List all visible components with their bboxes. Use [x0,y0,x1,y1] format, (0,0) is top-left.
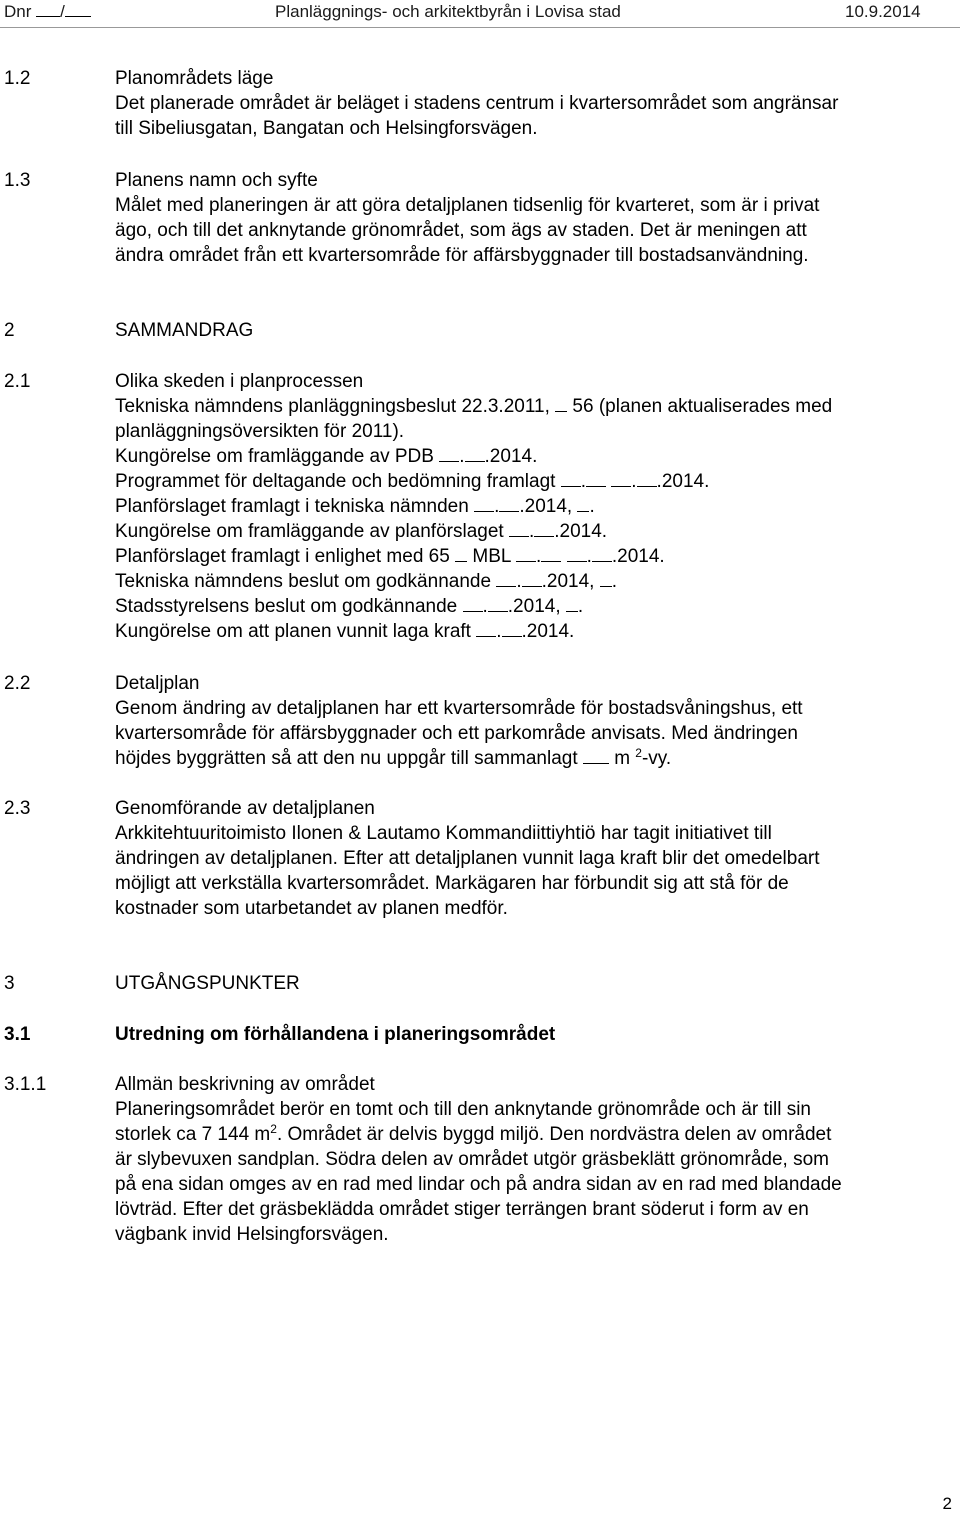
paragraph-line: Det planerade området är beläget i stadens centrum i kvartersområdet som angränsar [115,93,839,114]
section-3-1-number: 3.1 [4,1024,31,1045]
paragraph-line: Planeringsområdet berör en tomt och till den anknytande grönområde och är till sin [115,1099,811,1120]
process-step: Kungörelse om framläggande av PDB . .2014. [115,446,538,467]
paragraph-line: storlek ca 7 144 $m^2$. Området är delvis byggd miljö. Den nordvästra delen av området [115,1122,832,1145]
paragraph-line: ägo, och till det anknytande grönområdet, som ägs av staden. Det är meningen att [115,220,807,241]
section-3-title: UTGÅNGSPUNKTER [115,973,300,994]
section-1-3-number: 1.3 [4,170,31,191]
header-dnr: Dnr / [4,0,91,24]
section-2-number: 2 [4,320,15,341]
section-3-number: 3 [4,973,15,994]
process-step: Tekniska nämndens beslut om godkännande . .2014, . [115,571,617,592]
header-organisation: Planläggnings- och arkitektbyrån i Lovisa stad [275,2,621,21]
paragraph-line: ändringen av detaljplanen. Efter att detaljplanen vunnit laga kraft blir det omedelbart [115,848,820,869]
process-step: Programmet för deltagande och bedömning framlagt . . .2014. [115,471,710,492]
section-2-3-number: 2.3 [4,798,31,819]
section-2-1-title: Olika skeden i planprocessen [115,371,364,392]
paragraph-line: möjligt att verkställa kvartersområdet. Markägaren har förbundit sig att stå för de [115,873,789,894]
section-2-title: SAMMANDRAG [115,320,254,341]
paragraph-line: Målet med planeringen är att göra detaljplanen tidsenlig för kvarteret, som är i privat [115,195,820,216]
paragraph-line: Genom ändring av detaljplanen har ett kvartersområde för bostadsvåningshus, ett [115,698,803,719]
paragraph-line: kvartersområde för affärsbyggnader och ett parkområde anvisats. Med ändringen [115,723,798,744]
section-2-2-title: Detaljplan [115,673,200,694]
paragraph-line: kostnader som utarbetandet av planen medför. [115,898,508,919]
header-divider [0,27,960,28]
section-3-1-1-number: 3.1.1 [4,1074,47,1095]
paragraph-line: är slybevuxen sandplan. Södra delen av området utgör gräsbeklätt grönområde, som [115,1149,829,1170]
paragraph-line: på ena sidan omges av en rad med lindar och på andra sidan av en rad med blandade [115,1174,842,1195]
process-step: Tekniska nämndens planläggningsbeslut 22.3.2011, 56 (planen aktualiserades med [115,396,833,417]
page-number: 2 [942,1494,952,1513]
process-step: planläggningsöversikten för 2011). [115,421,405,442]
paragraph-line: vägbank invid Helsingforsvägen. [115,1224,389,1245]
process-step: Planförslaget framlagt i tekniska nämnden . .2014, . [115,496,595,517]
section-3-1-1-title: Allmän beskrivning av området [115,1074,375,1095]
section-1-2-number: 1.2 [4,68,31,89]
paragraph-line: till Sibeliusgatan, Bangatan och Helsingforsvägen. [115,118,538,139]
process-step: Planförslaget framlagt i enlighet med 65 MBL . . .2014. [115,546,665,567]
section-1-3-title: Planens namn och syfte [115,170,318,191]
process-step: Kungörelse om att planen vunnit laga kraft . .2014. [115,621,575,642]
process-step: Kungörelse om framläggande av planförslaget . .2014. [115,521,608,542]
section-2-1-number: 2.1 [4,371,31,392]
paragraph-line: Arkkitehtuuritoimisto Ilonen & Lautamo Kommandiittiyhtiö har tagit initiativet till [115,823,772,844]
paragraph-line: ändra området från ett kvartersområde för affärsbyggnader till bostadsanvändning. [115,245,809,266]
section-3-1-title: Utredning om förhållandena i planeringsområdet [115,1024,556,1045]
section-2-3-title: Genomförande av detaljplanen [115,798,375,819]
section-2-2-number: 2.2 [4,673,31,694]
paragraph-line: höjdes byggrätten så att den nu uppgår till sammanlagt m $^2$-vy. [115,746,672,769]
process-step: Stadsstyrelsens beslut om godkännande . .2014, . [115,596,584,617]
paragraph-line: lövträd. Efter det gräsbeklädda området stiger terrängen brant söderut i form av en [115,1199,809,1220]
header-date: 10.9.2014 [845,2,921,21]
section-1-2-title: Planområdets läge [115,68,274,89]
